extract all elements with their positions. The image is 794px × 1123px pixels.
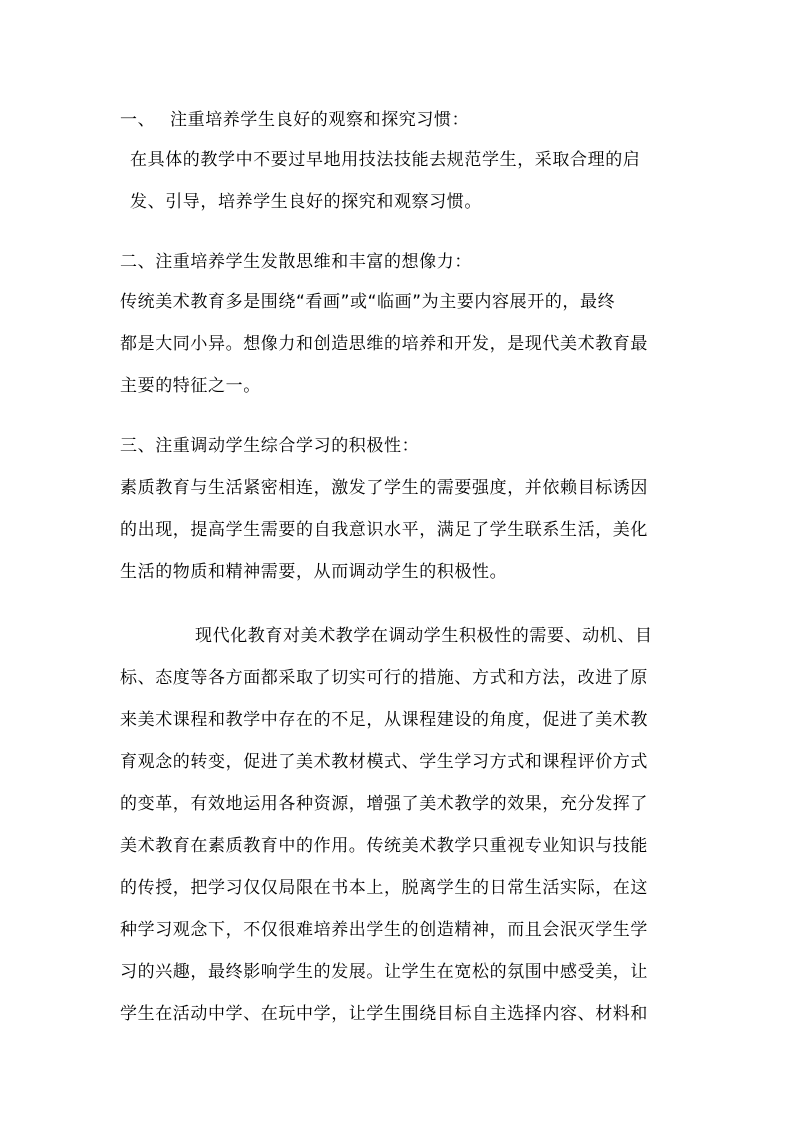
section4-body-line-1: 现代化教育对美术教学在调动学生积极性的需要、动机、目 (195, 626, 653, 646)
section4-body-line-8: 种学习观念下，不仅很难培养出学生的创造精神，而且会泯灭学生学 (120, 920, 648, 940)
section3-body-line-1: 素质教育与生活紧密相连，激发了学生的需要强度，并依赖目标诱因 (120, 478, 648, 498)
section4-body-line-4: 育观念的转变，促进了美术教材模式、学生学习方式和课程评价方式 (120, 752, 648, 772)
section4-body-line-2: 标、态度等各方面都采取了切实可行的措施、方式和方法，改进了原 (120, 668, 648, 688)
section2-heading: 二、注重培养学生发散思维和丰富的想像力： (120, 252, 472, 272)
section1-body-line-1: 在具体的教学中不要过早地用技法技能去规范学生，采取合理的启 (130, 150, 641, 170)
section3-heading: 三、注重调动学生综合学习的积极性： (120, 436, 420, 456)
section4-body-line-3: 来美术课程和教学中存在的不足，从课程建设的角度，促进了美术教 (120, 710, 648, 730)
section3-body-line-3: 生活的物质和精神需要，从而调动学生的积极性。 (120, 562, 508, 582)
section3-body-line-2: 的出现，提高学生需要的自我意识水平，满足了学生联系生活，美化 (120, 520, 648, 540)
section2-body-line-1: 传统美术教育多是围绕“看画”或“临画”为主要内容展开的，最终 (120, 292, 616, 312)
section1-heading-number: 一、 (120, 110, 156, 130)
section2-body-line-3: 主要的特征之一。 (120, 376, 261, 396)
section2-body-line-2: 都是大同小异。想像力和创造思维的培养和开发，是现代美术教育最 (120, 334, 648, 354)
section4-body-line-7: 的传授，把学习仅仅局限在书本上，脱离学生的日常生活实际，在这 (120, 878, 648, 898)
section4-body-line-6: 美术教育在素质教育中的作用。传统美术教学只重视专业知识与技能 (120, 836, 648, 856)
section4-body-line-5: 的变革，有效地运用各种资源，增强了美术教学的效果，充分发挥了 (120, 794, 648, 814)
section1-heading: 注重培养学生良好的观察和探究习惯： (170, 110, 470, 130)
section1-body-line-2: 发、引导，培养学生良好的探究和观察习惯。 (130, 192, 482, 212)
section4-body-line-9: 习的兴趣，最终影响学生的发展。让学生在宽松的氛围中感受美，让 (120, 962, 648, 982)
section4-body-line-10: 学生在活动中学、在玩中学，让学生围绕目标自主选择内容、材料和 (120, 1004, 648, 1024)
